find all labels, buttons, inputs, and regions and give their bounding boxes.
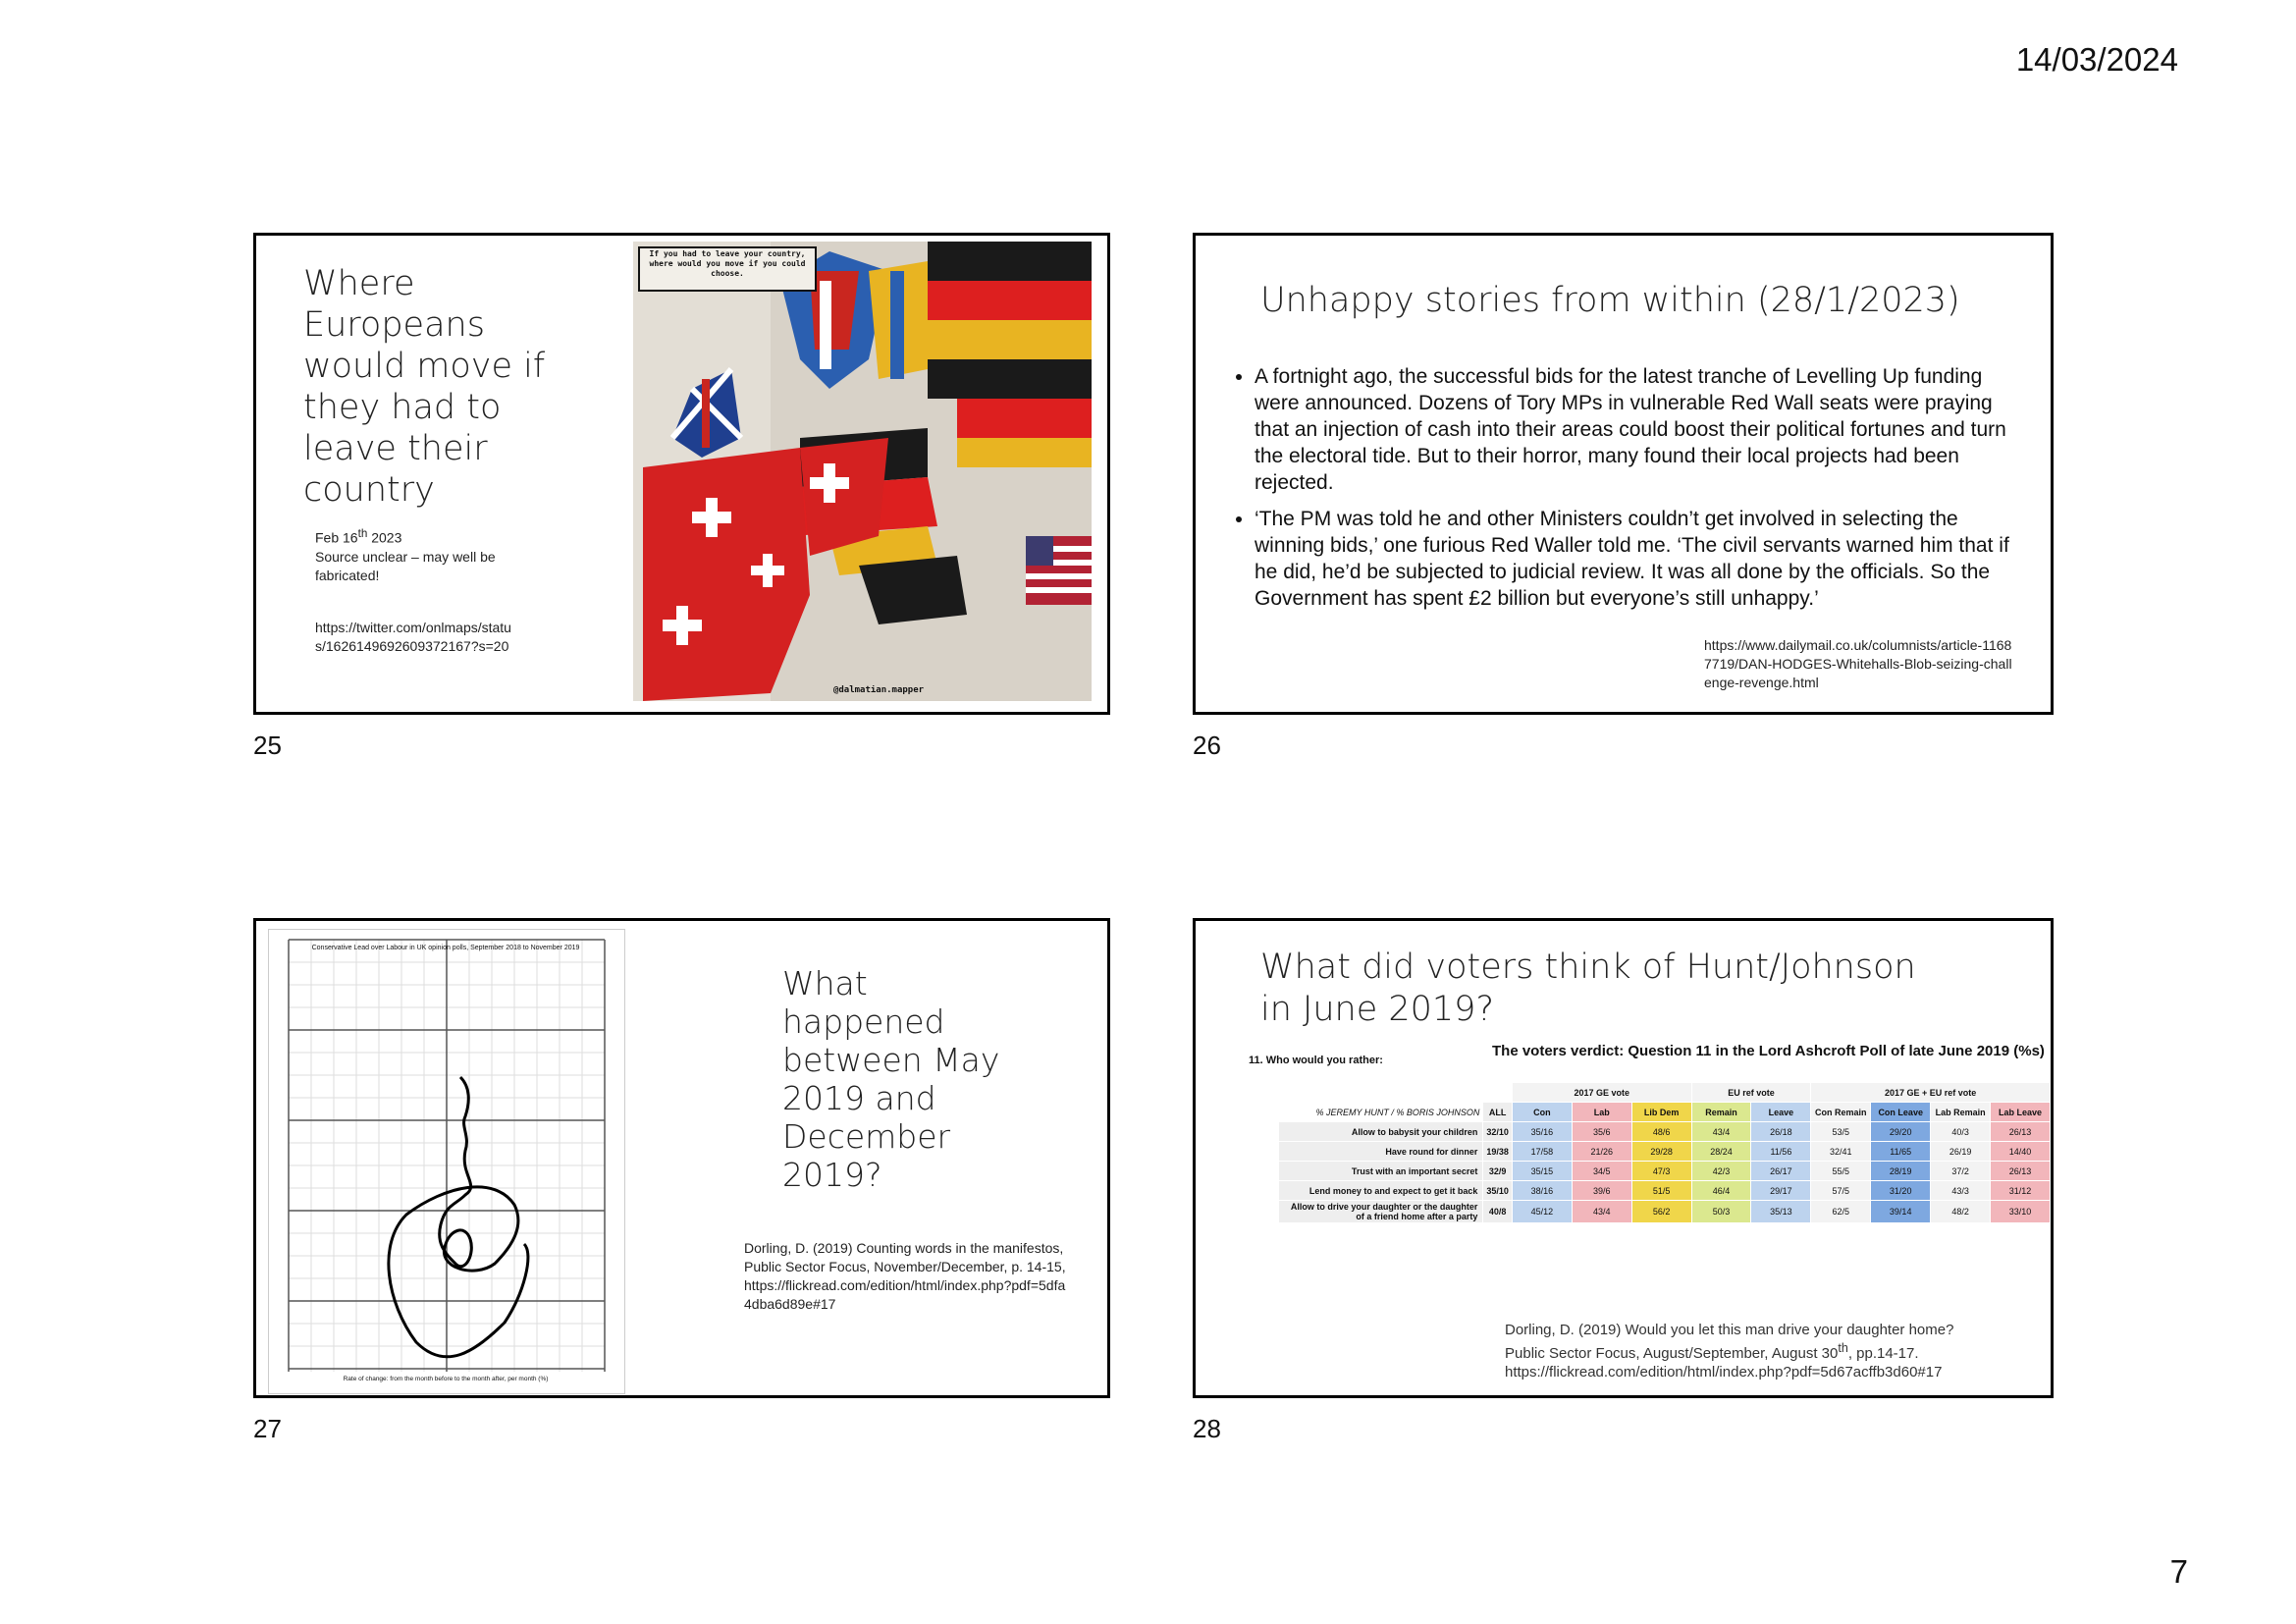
col-header: Con Leave xyxy=(1871,1103,1931,1122)
table-cell: 35/16 xyxy=(1512,1122,1572,1142)
table-cell: 33/10 xyxy=(1991,1201,2051,1223)
col-header: Lab xyxy=(1572,1103,1631,1122)
europe-flag-map-image xyxy=(633,242,1092,701)
opinion-poll-spiral-chart xyxy=(268,929,625,1394)
table-cell: 43/4 xyxy=(1691,1122,1751,1142)
table-cell: 26/13 xyxy=(1991,1122,2051,1142)
slide-title: What happened between May 2019 and December 2019? xyxy=(782,964,1000,1194)
table-cell: 48/6 xyxy=(1631,1122,1691,1142)
table-cell: 53/5 xyxy=(1811,1122,1871,1142)
table-cell: 32/41 xyxy=(1811,1142,1871,1162)
table-cell: 26/17 xyxy=(1751,1162,1811,1181)
table-row xyxy=(1279,1162,2051,1181)
all-header: ALL xyxy=(1483,1103,1513,1122)
slide-note: Feb 16th 2023 Source unclear – may well be fabricated! xyxy=(315,527,496,583)
slide-title: Where Europeans would move if they had to leave their country xyxy=(303,264,546,510)
page-number: 7 xyxy=(2169,1553,2188,1590)
table-cell: 26/19 xyxy=(1931,1142,1991,1162)
table-row xyxy=(1279,1201,2051,1223)
table-cell: 48/2 xyxy=(1931,1201,1991,1223)
all-cell: 19/38 xyxy=(1483,1142,1513,1162)
table-cell: 43/4 xyxy=(1572,1201,1631,1223)
slide-26 xyxy=(1193,233,2054,715)
all-cell: 32/10 xyxy=(1483,1122,1513,1142)
table-cell: 35/15 xyxy=(1512,1162,1572,1181)
table-cell: 37/2 xyxy=(1931,1162,1991,1181)
col-header: Lib Dem xyxy=(1631,1103,1691,1122)
table-cell: 26/18 xyxy=(1751,1122,1811,1142)
question-label: 11. Who would you rather: xyxy=(1249,1055,1383,1066)
slide-28 xyxy=(1193,918,2054,1398)
col-header: Remain xyxy=(1691,1103,1751,1122)
table-cell: 47/3 xyxy=(1631,1162,1691,1181)
table-cell: 55/5 xyxy=(1811,1162,1871,1181)
table-cell: 50/3 xyxy=(1691,1201,1751,1223)
table-cell: 39/14 xyxy=(1871,1201,1931,1223)
bullet-list xyxy=(1235,363,2030,622)
table-cell: 35/13 xyxy=(1751,1201,1811,1223)
chart-title: Conservative Lead over Labour in UK opinion polls, September 2018 to November 2019 xyxy=(311,945,580,951)
slide-25 xyxy=(253,233,1110,715)
slide-number-25: 25 xyxy=(253,731,282,760)
poll-table xyxy=(1278,1082,2051,1223)
table-cell: 45/12 xyxy=(1512,1201,1572,1223)
table-cell: 11/56 xyxy=(1751,1142,1811,1162)
table-cell: 11/65 xyxy=(1871,1142,1931,1162)
slide-number-26: 26 xyxy=(1193,731,1221,760)
group-header-row xyxy=(1279,1083,2051,1103)
group-header: 2017 GE vote xyxy=(1512,1083,1691,1103)
table-cell: 28/24 xyxy=(1691,1142,1751,1162)
table-cell: 29/28 xyxy=(1631,1142,1691,1162)
table-cell: 57/5 xyxy=(1811,1181,1871,1201)
source-link[interactable]: https://www.dailymail.co.uk/columnists/article-11687719/DAN-HODGES-Whitehalls-Blob-seizing-challenge-revenge.html xyxy=(1704,637,2012,690)
table-cell: 34/5 xyxy=(1572,1162,1631,1181)
row-label: Allow to drive your daughter or the daughter of a friend home after a party xyxy=(1279,1201,1483,1223)
row-label: Lend money to and expect to get it back xyxy=(1279,1181,1483,1201)
row-label: Have round for dinner xyxy=(1279,1142,1483,1162)
table-title: The voters verdict: Question 11 in the Lord Ashcroft Poll of late June 2019 (%s) xyxy=(1492,1043,2045,1059)
table-row xyxy=(1279,1181,2051,1201)
all-cell: 35/10 xyxy=(1483,1181,1513,1201)
slide-number-27: 27 xyxy=(253,1414,282,1443)
table-row xyxy=(1279,1122,2051,1142)
table-cell: 62/5 xyxy=(1811,1201,1871,1223)
table-cell: 38/16 xyxy=(1512,1181,1572,1201)
table-cell: 43/3 xyxy=(1931,1181,1991,1201)
table-cell: 35/6 xyxy=(1572,1122,1631,1142)
col-header: Lab Leave xyxy=(1991,1103,2051,1122)
row-label: Trust with an important secret xyxy=(1279,1162,1483,1181)
slide-number-28: 28 xyxy=(1193,1414,1221,1443)
print-date: 14/03/2024 xyxy=(2015,41,2178,78)
col-header: Con xyxy=(1512,1103,1572,1122)
table-row xyxy=(1279,1142,2051,1162)
map-credit: @dalmatian.mapper xyxy=(832,685,925,695)
source-link[interactable]: https://twitter.com/onlmaps/status/1626149692609372167?s=20 xyxy=(315,620,511,654)
table-cell: 29/17 xyxy=(1751,1181,1811,1201)
table-cell: 14/40 xyxy=(1991,1142,2051,1162)
slide-title: Unhappy stories from within (28/1/2023) xyxy=(1260,281,1960,320)
table-cell: 28/19 xyxy=(1871,1162,1931,1181)
table-cell: 26/13 xyxy=(1991,1162,2051,1181)
table-cell: 17/58 xyxy=(1512,1142,1572,1162)
slide-title: What did voters think of Hunt/Johnson in June 2019? xyxy=(1260,947,1916,1029)
table-cell: 39/6 xyxy=(1572,1181,1631,1201)
group-header: EU ref vote xyxy=(1691,1083,1811,1103)
table-cell: 46/4 xyxy=(1691,1181,1751,1201)
reference-text: Dorling, D. (2019) Counting words in the manifestos, Public Sector Focus, November/December, p. 14-15, https://flickread.com/edition/html/index.php?pdf=5dfa4dba6d89e#17 xyxy=(744,1240,1066,1312)
slide-27 xyxy=(253,918,1110,1398)
all-cell: 40/8 xyxy=(1483,1201,1513,1223)
bullet-item: • A fortnight ago, the successful bids for the latest tranche of Levelling Up funding were announced. Dozens of Tory MPs in vulnerable Red Wall seats were praying that an injection of cash into their areas could boost their political fortunes and turn the electoral tide. But to their horror, many found their local projects had been rejected. xyxy=(1255,363,2030,496)
group-header: 2017 GE + EU ref vote xyxy=(1811,1083,2051,1103)
corner-label: % JEREMY HUNT / % BORIS JOHNSON xyxy=(1279,1103,1483,1122)
col-header: Con Remain xyxy=(1811,1103,1871,1122)
col-header: Lab Remain xyxy=(1931,1103,1991,1122)
table-cell: 40/3 xyxy=(1931,1122,1991,1142)
table-cell: 31/20 xyxy=(1871,1181,1931,1201)
table-cell: 56/2 xyxy=(1631,1201,1691,1223)
column-header-row xyxy=(1279,1103,2051,1122)
table-cell: 42/3 xyxy=(1691,1162,1751,1181)
table-cell: 51/5 xyxy=(1631,1181,1691,1201)
map-caption: If you had to leave your country, where would you move if you could choose. xyxy=(649,249,806,278)
table-cell: 29/20 xyxy=(1871,1122,1931,1142)
table-cell: 31/12 xyxy=(1991,1181,2051,1201)
col-header: Leave xyxy=(1751,1103,1811,1122)
all-cell: 32/9 xyxy=(1483,1162,1513,1181)
table-cell: 21/26 xyxy=(1572,1142,1631,1162)
chart-x-label: Rate of change: from the month before to the month after, per month (%) xyxy=(343,1376,549,1382)
row-label: Allow to babysit your children xyxy=(1279,1122,1483,1142)
reference-text: Dorling, D. (2019) Would you let this man drive your daughter home? Public Sector Focus, August/September, August 30th, pp.14-17. https://flickread.com/edition/html/index.php?pdf=5d67acffb3d60#17 xyxy=(1505,1322,1954,1380)
bullet-item: • ‘The PM was told he and other Ministers couldn’t get involved in selecting the winning bids,’ one furious Red Waller told me. ‘The civil servants warned him that if he did, he’d be subjected to judicial review. It was all done by the officials. So the Government has spent £2 billion but everyone’s still unhappy.’ xyxy=(1255,506,2030,612)
